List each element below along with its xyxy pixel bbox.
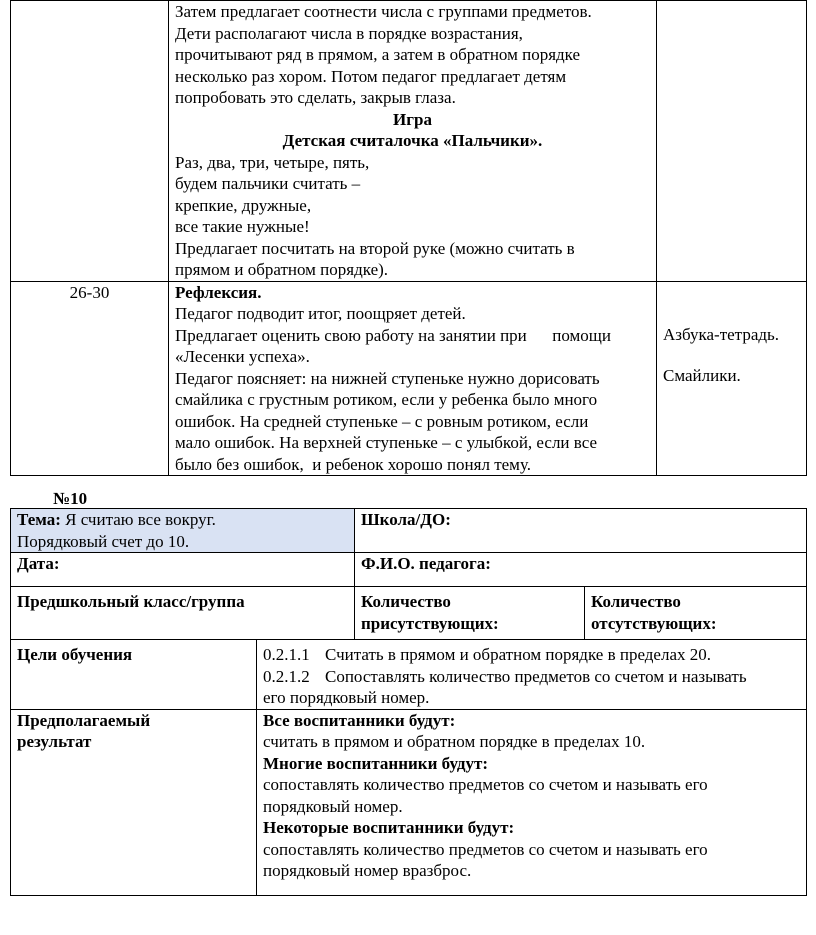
absent-cell (585, 587, 807, 640)
resources-cell (657, 1, 807, 282)
table-row (11, 640, 807, 710)
date-label: Дата: (17, 554, 60, 573)
activity-line: несколько раз хором. Потом педагог предлагает детям (175, 66, 567, 86)
activity-line: Затем предлагает соотнести числа с группами предметов. (175, 2, 592, 21)
present-label: присутствующих: (361, 613, 499, 633)
activity-line: ошибок. На средней ступеньке – с ровным ротиком, если (175, 411, 589, 431)
game-title: Игра (393, 109, 432, 129)
result-label: результат (17, 732, 92, 751)
reflection-title: Рефлексия. (175, 282, 262, 302)
activity-line: смайлика с грустным ротиком, если у ребенка было много (175, 390, 598, 409)
school-cell (355, 509, 807, 553)
result-group-heading: Все воспитанники будут: (263, 710, 456, 730)
topic-cell (11, 509, 355, 553)
activity-line: «Лесенки успеха». (175, 347, 310, 366)
class-cell (11, 587, 355, 640)
activity-cell (169, 1, 657, 282)
date-cell (11, 553, 355, 587)
table-row (11, 509, 807, 553)
result-line: считать в прямом и обратном порядке в пределах 10. (263, 732, 646, 751)
result-label-cell (11, 709, 257, 895)
result-group-heading: Многие воспитанники будут: (263, 753, 489, 773)
school-label: Школа/ДО: (361, 510, 451, 529)
poem-line: Раз, два, три, четыре, пять, (175, 152, 370, 172)
absent-label: Количество (591, 592, 681, 611)
activity-line: было без ошибок, и ребенок хорошо понял тему. (175, 454, 531, 474)
goal-item: 0.2.1.1 Считать в прямом и обратном порядке в пределах 20. (263, 645, 712, 664)
game-subtitle: Детская считалочка «Пальчики». (282, 131, 543, 150)
teacher-label: Ф.И.О. педагога: (361, 554, 491, 573)
goals-cell (257, 640, 807, 710)
teacher-cell (355, 553, 807, 587)
activity-line: мало ошибок. На верхней ступеньке – с улыбкой, если все (175, 433, 597, 452)
activity-line: попробовать это сделать, закрыв глаза. (175, 88, 456, 107)
result-line: сопоставлять количество предметов со счетом и называть его (263, 775, 708, 794)
goals-label: Цели обучения (17, 645, 133, 664)
result-group-heading: Некоторые воспитанники будут: (263, 818, 515, 837)
result-label: Предполагаемый (17, 710, 151, 730)
resource-item: Азбука-тетрадь. (663, 324, 780, 344)
activity-line: прямом и обратном порядке). (175, 260, 389, 279)
activity-line: прочитывают ряд в прямом, а затем в обратном порядке (175, 45, 581, 64)
topic-label: Тема: (17, 510, 61, 529)
result-line: порядковый номер вразброс. (263, 861, 472, 880)
absent-label: отсутствующих: (591, 613, 717, 633)
topic-value-line: Порядковый счет до 10. (17, 531, 190, 551)
lesson-steps-table (10, 0, 807, 476)
table-row (11, 281, 807, 476)
topic-value: Я считаю все вокруг. (60, 510, 216, 529)
activity-line: Дети располагают числа в порядке возрастания, (175, 23, 523, 43)
time-cell: 26-30 (11, 281, 169, 476)
poem-line: все такие нужные! (175, 217, 310, 236)
class-label: Предшкольный класс/группа (17, 592, 245, 611)
present-cell (355, 587, 585, 640)
section-number: №10 (53, 489, 88, 508)
activity-cell (169, 281, 657, 476)
results-cell (257, 709, 807, 895)
table-row (11, 553, 807, 587)
present-label: Количество (361, 592, 451, 611)
goals-label-cell (11, 640, 257, 710)
result-line: порядковый номер. (263, 796, 403, 816)
activity-line: Предлагает посчитать на второй руке (можно считать в (175, 238, 575, 258)
lesson-plan-table (10, 508, 807, 896)
activity-line: Педагог подводит итог, поощряет детей. (175, 304, 466, 323)
goal-item: 0.2.1.2 Сопоставлять количество предметов со счетом и называть (263, 666, 747, 686)
resources-cell (657, 281, 807, 476)
table-row (11, 709, 807, 895)
goal-item-cont: его порядковый номер. (263, 688, 430, 707)
time-cell (11, 1, 169, 282)
result-line: сопоставлять количество предметов со счетом и называть его (263, 839, 708, 859)
resource-item: Смайлики. (663, 366, 741, 385)
table-row (11, 587, 807, 640)
activity-line: Педагог поясняет: на нижней ступеньке нужно дорисовать (175, 368, 600, 388)
poem-line: будем пальчики считать – (175, 174, 361, 193)
activity-line: Предлагает оценить свою работу на занятии при помощи (175, 325, 611, 345)
table-row (11, 1, 807, 282)
poem-line: крепкие, дружные, (175, 195, 312, 215)
